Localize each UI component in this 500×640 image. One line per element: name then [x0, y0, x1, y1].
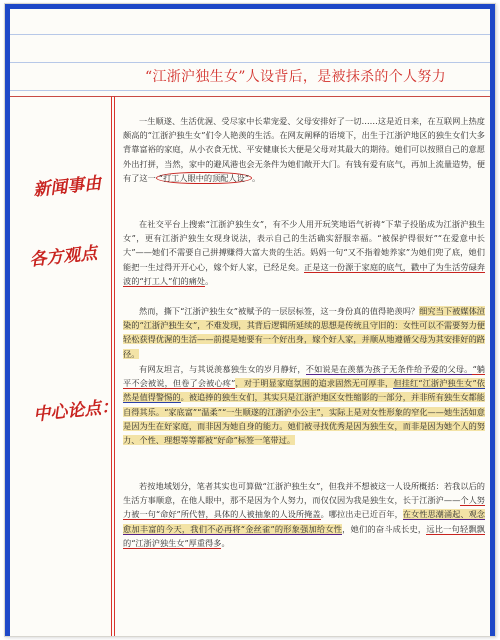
paragraph-2	[123, 217, 485, 288]
highlighted-underlined-phrase: 但挂红“江浙沪独生女”依然是值得警惕的	[123, 378, 485, 403]
underlined-phrase: 远比一句轻飘飘的“江浙沪独生女”厚重得多	[123, 523, 485, 548]
highlighted-phrase: ，对于明显家庭氛围的追求固然无可厚非，	[235, 378, 394, 389]
paragraph-1	[123, 114, 485, 185]
paragraph-text: 在社交平台上搜索“江浙沪独生女”，有不少人用开玩笑地语气祈祷“下辈子投胎成为江浙沪独生女”，更有江浙沪独生女现身说法，表示自己的生活确实舒服幸福。“被保护得很好”“在爱意中长大”——她们不需要自己拼搏赚得大富大贵的生活。妈妈一句“又不指着她养家”为她们兜了底，她们能把一生过得开开心心，嫁个好人家，已经足矣。	[123, 219, 485, 272]
paragraph-text: 一生顺遂、生活优渥、受尽家中长辈宠爱、父母安排好了一切……这是近日来，在互联网上热度颇高的“江浙沪独生女”们令人艳羡的生活。在网友阐释的语境下，出生于江浙沪地区的独生女们大多背靠富裕的家庭，从小衣食无忧、平安健康长大便是父母对其最大的期待。她们可以按照自己的意愿外出打拼，当然，家中的避风港也会无条件为她们敞开大门。有钱有爱有底气，再加上流量造势，便有了这一	[123, 116, 485, 183]
top-border	[5, 4, 495, 9]
margin-line	[111, 96, 112, 636]
paragraph-text: ，她们的奋斗成长史，	[342, 523, 427, 534]
paragraph-3	[123, 304, 485, 361]
paragraph-text: 有网友坦言，与其说羡慕独生女的岁月静好，	[139, 364, 306, 374]
note-paper	[4, 3, 496, 637]
paragraph-text: 。	[205, 275, 214, 286]
side-note-views: 各方观点	[28, 243, 99, 271]
paragraph-text: 然而，撕下“江浙沪独生女”被赋予的一层层标签，这一身份真的值得艳羡吗？	[139, 306, 420, 316]
underlined-phrase: 正是这一份源于家庭的底气，戳中了为生活劳碌奔波的“打工人”们的痛处	[123, 261, 485, 286]
highlighted-phrase: 细究当下被媒体渲染的“江浙沪独生女”，不难发现，其背后逻辑所延续的思想是传统且守旧的：女性可以不需要努力便轻松获得优渥的生活——前提是她要有一个好出身，嫁个好人家，并顺从地遵循父母为其安排好的路径。	[123, 306, 485, 359]
left-border	[5, 4, 10, 636]
highlighted-underlined-phrase: 在女性思潮涌起、观念愈加丰富的今天，我们不必再将“金丝雀”的形象强加给女性	[123, 509, 485, 534]
ruled-line	[10, 62, 490, 63]
header-rule	[10, 96, 490, 97]
side-note-news: 新闻事由	[32, 173, 103, 201]
side-note-thesis: 中心论点：	[32, 396, 120, 426]
highlighted-phrase: 。被追捧的独生女们，其实只是江浙沪地区女性缩影的一部分，并非所有独生女都能自得其乐。“家底富”“温柔”“一生顺遂的江浙沪小公主”，实际上是对女性形象的窄化——她生活如意是因为生在好家庭，而非因为她自身的能力。	[123, 392, 485, 431]
ruled-line	[10, 34, 490, 35]
underlined-phrase: 个人努力被一句“命好”所代替，具体的人被抽象的人设所掩盖	[123, 495, 485, 520]
underlined-phrase: 不如说是在羡慕为孩子无条件给予爱的父母。	[305, 364, 473, 374]
paragraph-4	[123, 362, 485, 447]
paragraph-text: 。哪拉出走已近百年，	[320, 509, 403, 520]
paragraph-text: 。	[221, 537, 230, 548]
paragraph-5	[123, 479, 485, 550]
highlighted-phrase: 她们被寻找优秀是因为独生女，而非是因为她个人的努力、个性、理想等等都被“好命”标签一笔带过。	[123, 420, 485, 446]
ruled-line	[10, 90, 490, 91]
right-border	[490, 4, 495, 636]
page-title: “江浙沪独生女”人设背后，是被抹杀的个人努力	[145, 69, 446, 85]
paragraph-text: 。	[252, 172, 261, 183]
circled-phrase: “打工人眼中的顶配人设”	[156, 172, 252, 184]
margin-line	[114, 96, 115, 636]
paragraph-text: 若按地域划分，笔者其实也可算做“江浙沪独生女”，但我并不想被这一人设所概括：若我以后的生活方事顺意，在他人眼中，那不是因为个人努力，而仅仅因为我是独生女，长于江浙沪——	[123, 481, 485, 506]
underlined-quote: “躺平不会被说，但卷了会被心疼”	[123, 364, 485, 389]
